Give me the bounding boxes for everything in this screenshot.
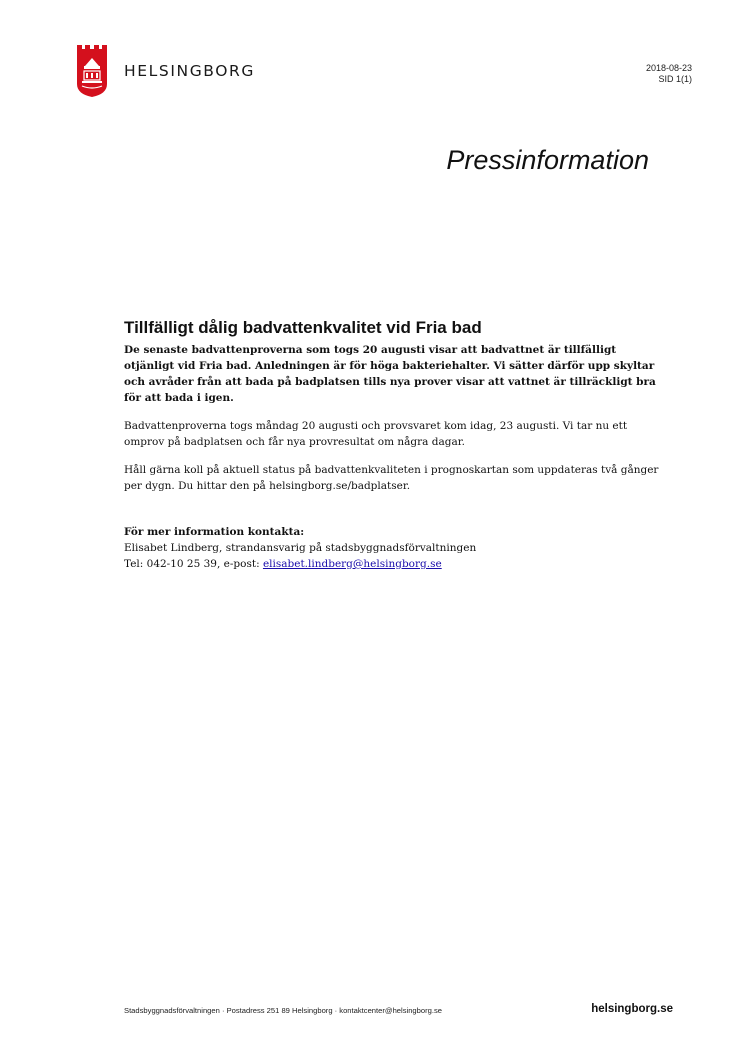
contact-email-link[interactable]: elisabet.lindberg@helsingborg.se [262, 558, 442, 570]
contact-phone: Tel: 042-10 25 39, e-post: [124, 558, 263, 570]
helsingborg-crest-icon [76, 44, 108, 98]
document-type-title: Pressinformation [446, 145, 649, 175]
contact-person: Elisabet Lindberg, strandansvarig på stadsbyggnadsförvaltningen [124, 542, 477, 554]
contact-details [124, 556, 659, 572]
page-number: SID 1(1) [658, 74, 692, 84]
brand-name: HELSINGBORG [124, 62, 256, 80]
contact-block [124, 524, 659, 572]
article-paragraph-1: Badvattenproverna togs måndag 20 augusti och provsvaret kom idag, 23 augusti. Vi tar nu ett omprov på badplatsen och får nya provresultat om några dagar. [124, 420, 628, 448]
footer-website: helsingborg.se [591, 1003, 673, 1015]
document-meta [646, 63, 692, 85]
article-paragraph-2: Håll gärna koll på aktuell status på badvattenkvaliteten i prognoskartan som uppdateras två gånger per dygn. Du hittar den på helsingborg.se/badplatser. [124, 464, 659, 492]
document-date: 2018-08-23 [645, 63, 692, 73]
contact-heading: För mer information kontakta: [124, 526, 305, 538]
article-headline: Tillfälligt dålig badvattenkvalitet vid Fria bad [124, 318, 482, 337]
article-body [124, 318, 659, 572]
footer-address: Stadsbyggnadsförvaltningen · Postadress 251 89 Helsingborg · kontaktcenter@helsingborg.se [124, 1006, 442, 1015]
article-lead: De senaste badvattenproverna som togs 20 augusti visar att badvattnet är tillfälligt otjänligt vid Fria bad. Anledningen är för höga bakteriehalter. Vi sätter därför upp skyltar och avråder från att bada på badplatsen tills nya prover visar att vattnet är tillräckligt bra för att bada i igen. [124, 344, 656, 404]
